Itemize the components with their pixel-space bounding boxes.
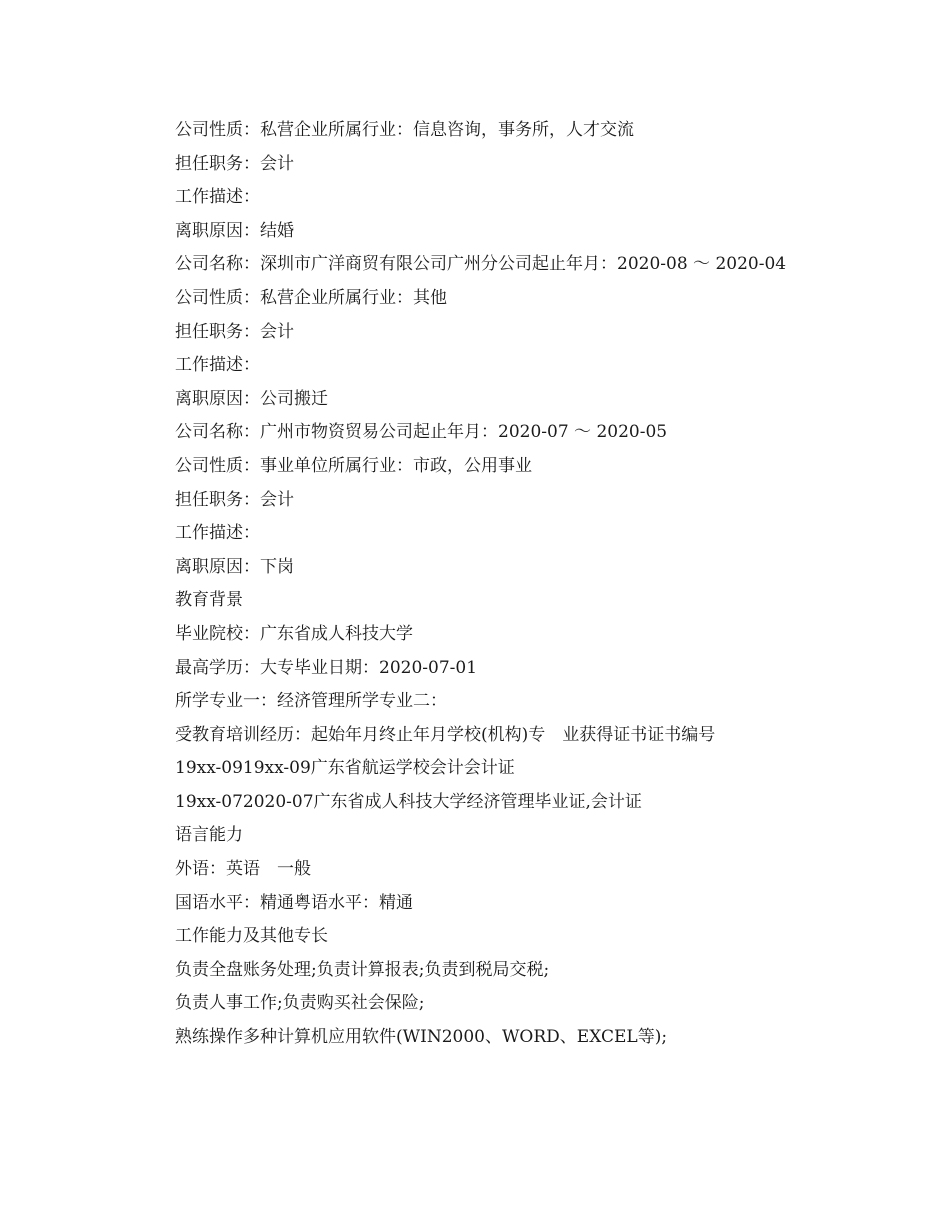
text-line: 担任职务：会计 (175, 489, 294, 510)
text-line: 19xx-072020-07广东省成人科技大学经济管理毕业证,会计证 (175, 791, 642, 812)
text-line: 离职原因：结婚 (175, 220, 294, 241)
text-line: 19xx-0919xx-09广东省航运学校会计会计证 (175, 758, 515, 779)
text-line: 公司性质：私营企业所属行业：信息咨询，事务所，人才交流 (175, 120, 634, 140)
text-line: 最高学历：大专毕业日期：2020-07-01 (175, 657, 478, 678)
text-line: 公司名称：广州市物资贸易公司起止年月：2020-07 ～ 2020-05 (175, 422, 668, 443)
text-line: 公司性质：事业单位所属行业：市政，公用事业 (175, 455, 532, 476)
section-heading-education: 教育背景 (175, 590, 243, 611)
text-line: 毕业院校：广东省成人科技大学 (175, 623, 413, 644)
section-heading-skills: 工作能力及其他专长 (175, 926, 328, 947)
text-line: 离职原因：下岗 (175, 556, 294, 577)
text-line: 熟练操作多种计算机应用软件(WIN2000、WORD、EXCEL等); (175, 1027, 668, 1048)
text-line: 担任职务：会计 (175, 321, 294, 342)
text-line: 工作描述： (175, 355, 260, 376)
text-line: 工作描述： (175, 523, 260, 544)
text-line: 所学专业一：经济管理所学专业二： (175, 691, 447, 712)
text-line: 公司性质：私营企业所属行业：其他 (175, 287, 447, 308)
text-line: 负责人事工作;负责购买社会保险; (175, 993, 425, 1014)
text-line: 工作描述： (175, 187, 260, 208)
section-heading-language: 语言能力 (175, 825, 243, 846)
text-line: 受教育培训经历：起始年月终止年月学校(机构)专 业获得证书证书编号 (175, 724, 716, 745)
text-line: 负责全盘账务处理;负责计算报表;负责到税局交税; (175, 959, 550, 980)
text-line: 担任职务：会计 (175, 153, 294, 174)
text-line: 国语水平：精通粤语水平：精通 (175, 892, 413, 913)
text-line: 外语：英语 一般 (175, 859, 311, 880)
text-line: 离职原因：公司搬迁 (175, 388, 328, 409)
text-line-wrapped: 公司名称：深圳市广洋商贸有限公司广州分公司起止年月：2020-08 ～ 2020-04 (175, 254, 787, 275)
resume-text-body (138, 114, 818, 1055)
